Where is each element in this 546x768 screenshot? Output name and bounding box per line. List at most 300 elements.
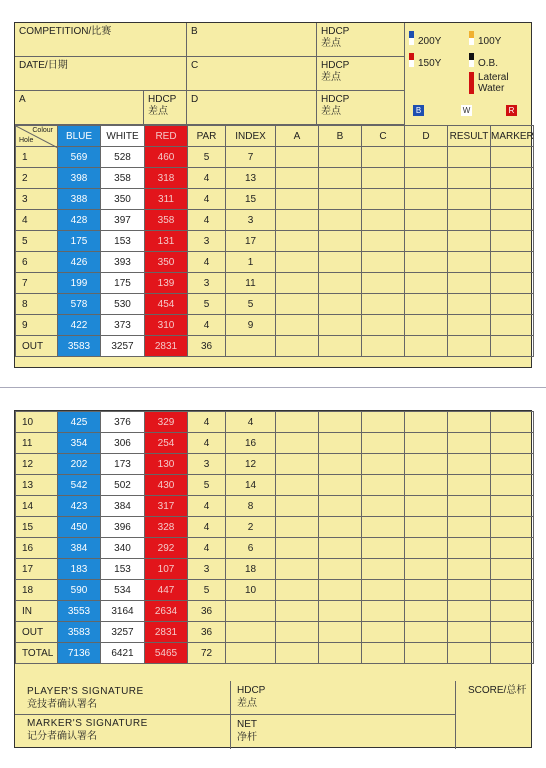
- score-entry-result[interactable]: [448, 475, 491, 496]
- hole-cell: 2: [16, 168, 58, 189]
- score-entry-marker[interactable]: [491, 412, 534, 433]
- score-entry-d[interactable]: [405, 294, 448, 315]
- par-cell: 4: [188, 189, 226, 210]
- score-entry-result[interactable]: [448, 315, 491, 336]
- score-entry-b[interactable]: [319, 538, 362, 559]
- blue-yardage-cell: 175: [58, 231, 101, 252]
- red-yardage-cell: 350: [145, 252, 188, 273]
- score-entry-b[interactable]: [319, 559, 362, 580]
- score-entry-d[interactable]: [405, 643, 448, 664]
- score-entry-result[interactable]: [448, 643, 491, 664]
- score-entry-result[interactable]: [448, 517, 491, 538]
- score-entry-b[interactable]: [319, 147, 362, 168]
- score-entry-a[interactable]: [276, 336, 319, 357]
- score-entry-result[interactable]: [448, 147, 491, 168]
- hole-cell: 4: [16, 210, 58, 231]
- white-yardage-cell: 373: [101, 315, 145, 336]
- table-row: [16, 231, 534, 252]
- score-entry-b[interactable]: [319, 412, 362, 433]
- blue-yardage-cell: 422: [58, 315, 101, 336]
- score-entry-c[interactable]: [362, 538, 405, 559]
- white-yardage-cell: 6421: [101, 643, 145, 664]
- white-yardage-cell: 397: [101, 210, 145, 231]
- score-entry-d[interactable]: [405, 475, 448, 496]
- score-entry-c[interactable]: [362, 496, 405, 517]
- signature-block: [15, 681, 531, 749]
- score-entry-marker[interactable]: [491, 231, 534, 252]
- white-yardage-cell: 340: [101, 538, 145, 559]
- score-entry-a[interactable]: [276, 294, 319, 315]
- index-cell: 7: [226, 147, 276, 168]
- table-row: [16, 168, 534, 189]
- hole-cell: 5: [16, 231, 58, 252]
- score-entry-b[interactable]: [319, 601, 362, 622]
- score-entry-c[interactable]: [362, 231, 405, 252]
- score-entry-c[interactable]: [362, 273, 405, 294]
- player-b-field[interactable]: B: [187, 23, 317, 57]
- score-entry-marker[interactable]: [491, 496, 534, 517]
- score-entry-marker[interactable]: [491, 336, 534, 357]
- hole-cell: 13: [16, 475, 58, 496]
- index-cell: 12: [226, 454, 276, 475]
- score-entry-a[interactable]: [276, 622, 319, 643]
- index-cell: 13: [226, 168, 276, 189]
- table-row: [16, 559, 534, 580]
- red-header: RED: [145, 126, 188, 147]
- score-entry-marker[interactable]: [491, 538, 534, 559]
- score-entry-c[interactable]: [362, 294, 405, 315]
- score-entry-a[interactable]: [276, 454, 319, 475]
- white-header: WHITE: [101, 126, 145, 147]
- table-row: [16, 622, 534, 643]
- table-row: [16, 580, 534, 601]
- yardage-legend: [405, 23, 533, 125]
- score-entry-d[interactable]: [405, 231, 448, 252]
- score-entry-marker[interactable]: [491, 315, 534, 336]
- black-white-marker-icon: [469, 53, 474, 67]
- score-entry-d[interactable]: [405, 273, 448, 294]
- index-cell: [226, 601, 276, 622]
- score-entry-marker[interactable]: [491, 580, 534, 601]
- hole-cell: 10: [16, 412, 58, 433]
- score-entry-b[interactable]: [319, 252, 362, 273]
- score-entry-c[interactable]: [362, 336, 405, 357]
- score-entry-b[interactable]: [319, 433, 362, 454]
- net-score-field[interactable]: NET 净杆: [230, 715, 455, 749]
- white-yardage-cell: 153: [101, 559, 145, 580]
- blue-white-marker-icon: [409, 31, 414, 45]
- score-entry-a[interactable]: [276, 517, 319, 538]
- blue-yardage-cell: 388: [58, 189, 101, 210]
- score-entry-c[interactable]: [362, 210, 405, 231]
- front-nine-table: [15, 125, 534, 357]
- par-cell: 3: [188, 454, 226, 475]
- score-entry-b[interactable]: [319, 210, 362, 231]
- red-yardage-cell: 254: [145, 433, 188, 454]
- score-entry-result[interactable]: [448, 433, 491, 454]
- par-cell: 4: [188, 433, 226, 454]
- par-cell: 36: [188, 601, 226, 622]
- score-entry-marker[interactable]: [491, 622, 534, 643]
- score-entry-c[interactable]: [362, 168, 405, 189]
- white-yardage-cell: 534: [101, 580, 145, 601]
- score-entry-c[interactable]: [362, 412, 405, 433]
- score-entry-a[interactable]: [276, 210, 319, 231]
- blue-yardage-cell: 428: [58, 210, 101, 231]
- red-yardage-cell: 454: [145, 294, 188, 315]
- blue-yardage-cell: 542: [58, 475, 101, 496]
- hole-cell: 8: [16, 294, 58, 315]
- white-yardage-cell: 530: [101, 294, 145, 315]
- score-entry-d[interactable]: [405, 433, 448, 454]
- score-entry-c[interactable]: [362, 315, 405, 336]
- score-entry-result[interactable]: [448, 622, 491, 643]
- blue-yardage-cell: 202: [58, 454, 101, 475]
- white-yardage-cell: 3164: [101, 601, 145, 622]
- score-entry-a[interactable]: [276, 601, 319, 622]
- legend-lateral-water: Lateral Water: [469, 72, 509, 94]
- table-row: [16, 643, 534, 664]
- score-entry-c[interactable]: [362, 189, 405, 210]
- red-yardage-cell: 5465: [145, 643, 188, 664]
- par-cell: 4: [188, 210, 226, 231]
- red-yardage-cell: 430: [145, 475, 188, 496]
- index-cell: 15: [226, 189, 276, 210]
- total-score-field[interactable]: SCORE/总杆: [455, 681, 533, 749]
- player-d-field[interactable]: D: [187, 91, 317, 125]
- score-entry-d[interactable]: [405, 622, 448, 643]
- score-entry-d[interactable]: [405, 168, 448, 189]
- score-entry-result[interactable]: [448, 412, 491, 433]
- score-entry-a[interactable]: [276, 496, 319, 517]
- hole-cell: OUT: [16, 622, 58, 643]
- score-entry-b[interactable]: [319, 189, 362, 210]
- par-cell: 36: [188, 622, 226, 643]
- hdcp-total-field[interactable]: HDCP 差点: [230, 681, 455, 715]
- score-entry-d[interactable]: [405, 336, 448, 357]
- table-row: [16, 412, 534, 433]
- red-yardage-cell: 139: [145, 273, 188, 294]
- white-tee-badge: W: [462, 106, 471, 115]
- score-entry-result[interactable]: [448, 231, 491, 252]
- score-entry-marker[interactable]: [491, 601, 534, 622]
- table-row: [16, 433, 534, 454]
- hole-cell: OUT: [16, 336, 58, 357]
- score-entry-marker[interactable]: [491, 168, 534, 189]
- d-header: D: [405, 126, 448, 147]
- white-yardage-cell: 175: [101, 273, 145, 294]
- perforation-line: [0, 387, 546, 388]
- score-entry-c[interactable]: [362, 252, 405, 273]
- score-entry-b[interactable]: [319, 622, 362, 643]
- colour-hole-header: Colour Hole: [16, 126, 58, 147]
- score-entry-d[interactable]: [405, 517, 448, 538]
- score-entry-marker[interactable]: [491, 294, 534, 315]
- score-entry-d[interactable]: [405, 496, 448, 517]
- score-entry-b[interactable]: [319, 643, 362, 664]
- score-entry-b[interactable]: [319, 517, 362, 538]
- index-cell: 14: [226, 475, 276, 496]
- score-entry-d[interactable]: [405, 210, 448, 231]
- score-entry-result[interactable]: [448, 273, 491, 294]
- score-entry-result[interactable]: [448, 189, 491, 210]
- hole-cell: 11: [16, 433, 58, 454]
- score-entry-b[interactable]: [319, 273, 362, 294]
- score-entry-result[interactable]: [448, 496, 491, 517]
- score-entry-c[interactable]: [362, 454, 405, 475]
- player-c-field[interactable]: C: [187, 57, 317, 91]
- score-entry-result[interactable]: [448, 538, 491, 559]
- score-entry-a[interactable]: [276, 252, 319, 273]
- white-yardage-cell: 502: [101, 475, 145, 496]
- index-cell: 6: [226, 538, 276, 559]
- marker-signature-field[interactable]: MARKER'S SIGNATURE 记分者确认署名: [27, 718, 148, 742]
- score-entry-c[interactable]: [362, 580, 405, 601]
- score-entry-marker[interactable]: [491, 454, 534, 475]
- score-entry-c[interactable]: [362, 147, 405, 168]
- score-entry-d[interactable]: [405, 189, 448, 210]
- white-yardage-cell: 528: [101, 147, 145, 168]
- blue-yardage-cell: 354: [58, 433, 101, 454]
- par-cell: 5: [188, 475, 226, 496]
- blue-yardage-cell: 183: [58, 559, 101, 580]
- white-yardage-cell: 173: [101, 454, 145, 475]
- score-entry-result[interactable]: [448, 252, 491, 273]
- par-cell: 4: [188, 412, 226, 433]
- marker-header: MARKER: [491, 126, 534, 147]
- index-cell: 17: [226, 231, 276, 252]
- score-entry-d[interactable]: [405, 315, 448, 336]
- score-entry-c[interactable]: [362, 517, 405, 538]
- red-yardage-cell: 358: [145, 210, 188, 231]
- white-yardage-cell: 393: [101, 252, 145, 273]
- table-row: [16, 454, 534, 475]
- hole-cell: 17: [16, 559, 58, 580]
- index-cell: 18: [226, 559, 276, 580]
- red-yardage-cell: 317: [145, 496, 188, 517]
- white-yardage-cell: 153: [101, 231, 145, 252]
- red-yardage-cell: 318: [145, 168, 188, 189]
- white-yardage-cell: 384: [101, 496, 145, 517]
- red-yardage-cell: 131: [145, 231, 188, 252]
- blue-yardage-cell: 384: [58, 538, 101, 559]
- score-entry-a[interactable]: [276, 538, 319, 559]
- score-entry-marker[interactable]: [491, 252, 534, 273]
- score-entry-d[interactable]: [405, 147, 448, 168]
- blue-yardage-cell: 426: [58, 252, 101, 273]
- score-entry-a[interactable]: [276, 273, 319, 294]
- score-entry-b[interactable]: [319, 231, 362, 252]
- hole-cell: 15: [16, 517, 58, 538]
- red-yardage-cell: 2831: [145, 336, 188, 357]
- index-header: INDEX: [226, 126, 276, 147]
- table-row: [16, 538, 534, 559]
- score-entry-a[interactable]: [276, 147, 319, 168]
- blue-yardage-cell: 425: [58, 412, 101, 433]
- score-entry-result[interactable]: [448, 559, 491, 580]
- score-entry-d[interactable]: [405, 454, 448, 475]
- table-row: [16, 315, 534, 336]
- result-header: RESULT: [448, 126, 491, 147]
- index-cell: 2: [226, 517, 276, 538]
- score-entry-c[interactable]: [362, 475, 405, 496]
- score-entry-result[interactable]: [448, 168, 491, 189]
- score-entry-marker[interactable]: [491, 433, 534, 454]
- score-entry-c[interactable]: [362, 601, 405, 622]
- score-entry-d[interactable]: [405, 412, 448, 433]
- score-entry-marker[interactable]: [491, 147, 534, 168]
- score-entry-a[interactable]: [276, 559, 319, 580]
- score-entry-b[interactable]: [319, 454, 362, 475]
- score-entry-a[interactable]: [276, 475, 319, 496]
- score-entry-b[interactable]: [319, 336, 362, 357]
- legend-200y: 200Y: [409, 31, 441, 47]
- table-row: [16, 517, 534, 538]
- blue-yardage-cell: 7136: [58, 643, 101, 664]
- score-entry-a[interactable]: [276, 433, 319, 454]
- index-cell: [226, 622, 276, 643]
- table-row: [16, 147, 534, 168]
- table-row: [16, 252, 534, 273]
- red-yardage-cell: 2634: [145, 601, 188, 622]
- score-entry-d[interactable]: [405, 580, 448, 601]
- blue-yardage-cell: 423: [58, 496, 101, 517]
- score-entry-b[interactable]: [319, 580, 362, 601]
- score-entry-d[interactable]: [405, 559, 448, 580]
- red-yardage-cell: 329: [145, 412, 188, 433]
- table-row: [16, 210, 534, 231]
- score-entry-marker[interactable]: [491, 559, 534, 580]
- score-entry-a[interactable]: [276, 643, 319, 664]
- score-entry-marker[interactable]: [491, 517, 534, 538]
- par-cell: 72: [188, 643, 226, 664]
- score-entry-a[interactable]: [276, 580, 319, 601]
- score-entry-d[interactable]: [405, 252, 448, 273]
- blue-yardage-cell: 3583: [58, 336, 101, 357]
- par-header: PAR: [188, 126, 226, 147]
- par-cell: 4: [188, 315, 226, 336]
- white-yardage-cell: 396: [101, 517, 145, 538]
- score-entry-b[interactable]: [319, 496, 362, 517]
- blue-yardage-cell: 450: [58, 517, 101, 538]
- legend-ob: O.B.: [469, 53, 498, 69]
- score-entry-a[interactable]: [276, 315, 319, 336]
- par-cell: 4: [188, 252, 226, 273]
- score-entry-b[interactable]: [319, 315, 362, 336]
- red-yardage-cell: 2831: [145, 622, 188, 643]
- blue-yardage-cell: 569: [58, 147, 101, 168]
- red-stake-icon: [469, 72, 474, 94]
- score-entry-a[interactable]: [276, 412, 319, 433]
- index-cell: 16: [226, 433, 276, 454]
- score-entry-result[interactable]: [448, 601, 491, 622]
- red-yardage-cell: 447: [145, 580, 188, 601]
- par-cell: 3: [188, 231, 226, 252]
- score-entry-b[interactable]: [319, 294, 362, 315]
- score-entry-result[interactable]: [448, 336, 491, 357]
- par-cell: 4: [188, 496, 226, 517]
- red-white-marker-icon: [409, 53, 414, 67]
- par-cell: 3: [188, 273, 226, 294]
- white-yardage-cell: 306: [101, 433, 145, 454]
- score-entry-result[interactable]: [448, 210, 491, 231]
- score-entry-a[interactable]: [276, 189, 319, 210]
- par-cell: 4: [188, 538, 226, 559]
- blue-yardage-cell: 398: [58, 168, 101, 189]
- white-yardage-cell: 350: [101, 189, 145, 210]
- hdcp-d-field[interactable]: HDCP 差点: [317, 91, 405, 125]
- white-yardage-cell: 358: [101, 168, 145, 189]
- table-row: [16, 189, 534, 210]
- blue-yardage-cell: 199: [58, 273, 101, 294]
- score-entry-b[interactable]: [319, 168, 362, 189]
- index-cell: 9: [226, 315, 276, 336]
- score-entry-marker[interactable]: [491, 189, 534, 210]
- hole-cell: 9: [16, 315, 58, 336]
- score-entry-marker[interactable]: [491, 643, 534, 664]
- red-yardage-cell: 130: [145, 454, 188, 475]
- score-entry-result[interactable]: [448, 294, 491, 315]
- score-entry-c[interactable]: [362, 559, 405, 580]
- score-entry-a[interactable]: [276, 231, 319, 252]
- hdcp-a-field[interactable]: HDCP 差点: [144, 91, 187, 125]
- date-field[interactable]: DATE/日期: [15, 57, 187, 91]
- index-cell: [226, 643, 276, 664]
- index-cell: 5: [226, 294, 276, 315]
- score-entry-d[interactable]: [405, 601, 448, 622]
- score-entry-result[interactable]: [448, 580, 491, 601]
- score-entry-marker[interactable]: [491, 475, 534, 496]
- score-entry-marker[interactable]: [491, 273, 534, 294]
- hdcp-b-field[interactable]: HDCP 差点: [317, 23, 405, 57]
- blue-yardage-cell: 578: [58, 294, 101, 315]
- blue-tee-badge: B: [413, 105, 424, 116]
- score-entry-marker[interactable]: [491, 210, 534, 231]
- player-a-field[interactable]: A: [15, 91, 144, 125]
- par-cell: 4: [188, 168, 226, 189]
- hole-cell: 16: [16, 538, 58, 559]
- blue-header: BLUE: [58, 126, 101, 147]
- c-header: C: [362, 126, 405, 147]
- scorecard-front: [14, 22, 532, 368]
- player-signature-field[interactable]: PLAYER'S SIGNATURE 竞技者确认署名: [15, 681, 230, 715]
- hole-cell: 14: [16, 496, 58, 517]
- score-entry-c[interactable]: [362, 433, 405, 454]
- score-entry-b[interactable]: [319, 475, 362, 496]
- table-row: [16, 475, 534, 496]
- score-entry-d[interactable]: [405, 538, 448, 559]
- table-row: [16, 601, 534, 622]
- hdcp-c-field[interactable]: HDCP 差点: [317, 57, 405, 91]
- table-row: [16, 273, 534, 294]
- par-cell: 4: [188, 517, 226, 538]
- score-entry-c[interactable]: [362, 622, 405, 643]
- red-yardage-cell: 460: [145, 147, 188, 168]
- red-yardage-cell: 107: [145, 559, 188, 580]
- index-cell: 1: [226, 252, 276, 273]
- par-cell: 5: [188, 147, 226, 168]
- table-header-row: [16, 126, 534, 147]
- score-entry-a[interactable]: [276, 168, 319, 189]
- red-yardage-cell: 310: [145, 315, 188, 336]
- competition-field[interactable]: COMPETITION/比赛: [15, 23, 187, 57]
- a-header: A: [276, 126, 319, 147]
- b-header: B: [319, 126, 362, 147]
- score-entry-result[interactable]: [448, 454, 491, 475]
- table-row: [16, 496, 534, 517]
- score-entry-c[interactable]: [362, 643, 405, 664]
- white-yardage-cell: 376: [101, 412, 145, 433]
